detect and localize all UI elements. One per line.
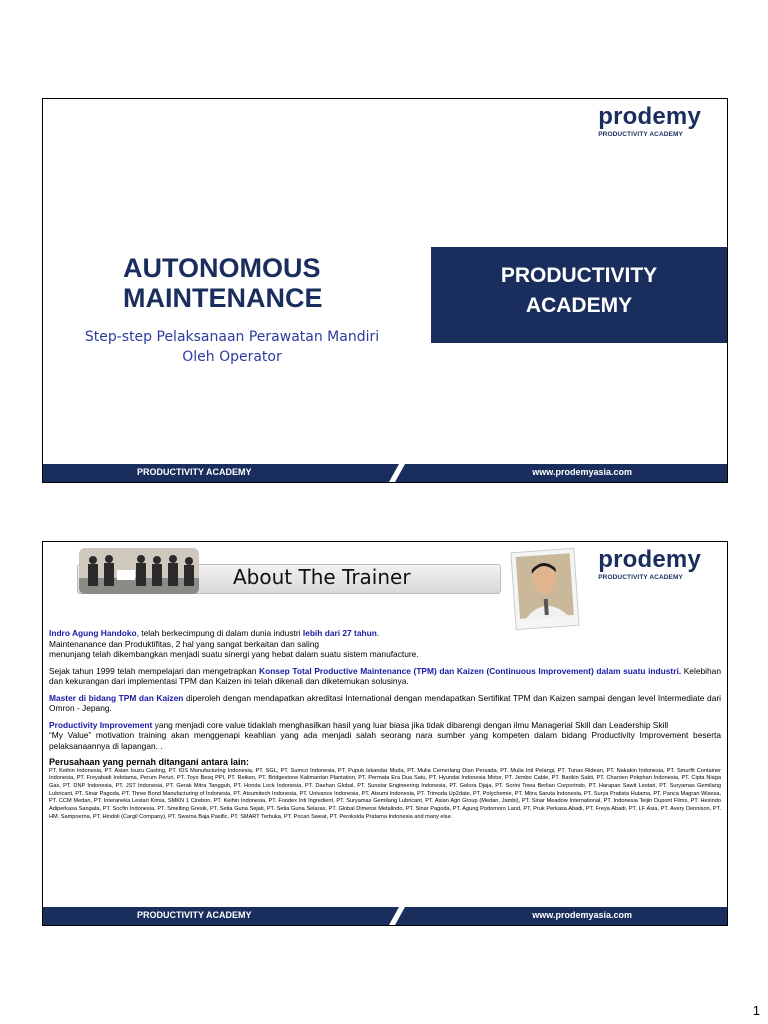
slide-title-heading [123,253,353,313]
bio-p1-text-a: , telah berkecimpung di dalam dunia industri [136,628,303,638]
footer-left-text: PRODUCTIVITY ACADEMY [137,467,252,477]
slide-subtitle: Step-step Pelaksanaan Perawatan Mandiri Oleh Operator [84,329,380,365]
slide-footer [43,907,727,925]
bio-p2-text-a: Sejak tahun 1999 telah mempelajari dan mengetrapkan [49,665,260,676]
academy-box-line-2: ACADEMY [525,294,633,317]
slide-title: About The Trainer [233,565,411,589]
companies-heading: Perusahaan yang pernah ditangani antara lain: [49,757,250,767]
prodemy-logo [598,105,701,138]
footer-left-text: PRODUCTIVITY ACADEMY [137,910,252,920]
logo-brand: prodemy [598,546,701,573]
academy-box [431,247,727,343]
bio-p1-line-2: Maintenanance dan Produktifitas, 2 hal yang sangat berkaitan dan saling [49,638,320,649]
prodemy-logo [598,548,701,581]
footer-website: www.prodemyasia.com [532,910,632,920]
trainer-name: Indro Agung Handoko [49,628,137,638]
bio-paragraph-4 [49,720,721,752]
companies-list: PT. Keihin Indonesia, PT. Asian Isuzu Casting, PT. IDS Manufacturing Indonesia, PT. SGL, PT. Sumco Indonesia, PT. Pupuk Iskandar Muda, PT. Mulia Cemerlang Dian Persada, PT. Mulia Inti Pelangi, PT. Tunas Ridean, PT. Nakakin Indonesia, PT. Smurfit Container Indonesia, PT. Freyabadi Indotama, Perum Peruri, PT. Toyo Besq PPI, PT. Reiken, PT. Bridgestone Kalimantan Plantation, PT. Permata Era Dua Satu, PT. Hyundai Indonesia Motor, PT. Jembo Cable, PT. Barikin Sakti, PT. Charoen Pokphan Indonesia, PT. Cipta Niaga Gas, PT. DNP Indonesia, PT. JST Indonesia, PT. Gerak Mitra Tangguh, PT. Honda Lock Indonesia, PT. Daehan Global, PT. Sunstar Engineering Indonesia, PT. Gelora Djaja, PT. Sorini Towa Berlian Corporindo, PT. Harapan Sawit Lestari, PT. Suryamas Gemilang Lubricant, PT. Sinar Pagoda, PT. Three Bond Manufacturing of Indonesia, PT. Atsumitech Indonesia, PT. Univance Indonesia, PT. Atsumi Indonesia, PT. Trimoda Up2date, PT. Polychemie, PT. Mitra Saruta Indonesia, PT. Surya Pratista Hutama, PT. Panca Magran Wisesa, PT. CCM Medan, PT. Interaneka Lestari Kimia, SMKN 1 Cirebon, PT. Keihin Indonesia, PT. Foodex Inti Ingredient, PT. Suryamas Gemilang Lubricant, PT. Asian Agri Group (Medan, Jambi), PT. Sinar Meadow International, PT. Indonesia Teijin Dupont Films, PT. Hexindo Adiperkasa Sangata, PT. Socfin Indonesia, PT. Smelting Gresik, PT. Setia Guna Sejati, PT. Setia Guna Selaras, PT. Global Dimensi Metalindo, PT. Sinar Pagoda, PT. Agung Podomoro Land, PT. Pruk Perkasa Abadi, PT. Freya Abadi, PT. LF Asia, PT. Avery Dennison, PT. HM. Sampoerna, PT. Hindoli (Cargil Company), PT. Swarna Baja Pasific, PT. SMART Terbuka, PT. Pocari Sweat, PT. Peroksida Pratama Indonesia and many else. [49,767,721,820]
slide-title [42,98,728,483]
trainer-portrait [510,548,579,630]
bio-p3-text: diperoleh dengan mendapatkan akreditasi International dengan mendapatkan Sertifikat TPM dan Kaizen sampai dengan level Intermediate dari Omron - Jepang. [49,692,721,713]
bio-p1-line-3: menunjang telah dikembangkan menjadi suatu sinergi yang hebat dalam suatu sistem manufacture. [49,649,419,659]
bio-p4-highlight: Productivity Improvement [49,719,153,730]
bio-paragraph-1 [49,628,721,660]
slide-about-trainer [42,541,728,926]
logo-subtitle: PRODUCTIVITY ACADEMY [598,574,683,581]
bio-p4-text: yang menjadi core value tidaklah menghasilkan hasil yang luar biasa jika tidak dibarengi dengan ilmu Managerial Skill dan Leadership Skill [152,719,669,730]
trainer-bio [49,628,721,821]
bio-p2-highlight: Konsep Total Productive Maintenance (TPM) dan Kaizen (Continuous Improvement) dalam suatu industri. [259,665,682,676]
logo-subtitle: PRODUCTIVITY ACADEMY [598,131,683,138]
bio-p4-line-2: “My Value” motivation training akan menggenapi keahlian yang ada menjadi salah seorang nara sumber yang kompeten dalam bidang Productivity Improvement beserta pelaksanaannya di lapangan. . [49,730,721,751]
bio-paragraph-3 [49,693,721,714]
trainer-portrait-image [511,549,578,629]
footer-website: www.prodemyasia.com [532,467,632,477]
bio-p3-highlight: Master di bidang TPM dan Kaizen [49,692,184,703]
bio-paragraph-2 [49,666,721,687]
bio-p1-highlight: lebih dari 27 tahun [302,628,377,638]
bio-p2-text-b: Kelebihan dan kekurangan dari implementasi TPM dan Kaizen ini telah dikenali dan diketemukan solusinya. [49,665,721,686]
page-number: 1 [752,1003,760,1018]
title-line-1: AUTONOMOUS [123,253,321,283]
group-photo-image [79,548,199,594]
title-line-2: MAINTENANCE [123,283,323,313]
logo-brand: prodemy [598,103,701,130]
bio-p1-text-b: . [376,628,380,638]
slide-footer [43,464,727,482]
academy-box-line-1: PRODUCTIVITY [500,264,658,287]
